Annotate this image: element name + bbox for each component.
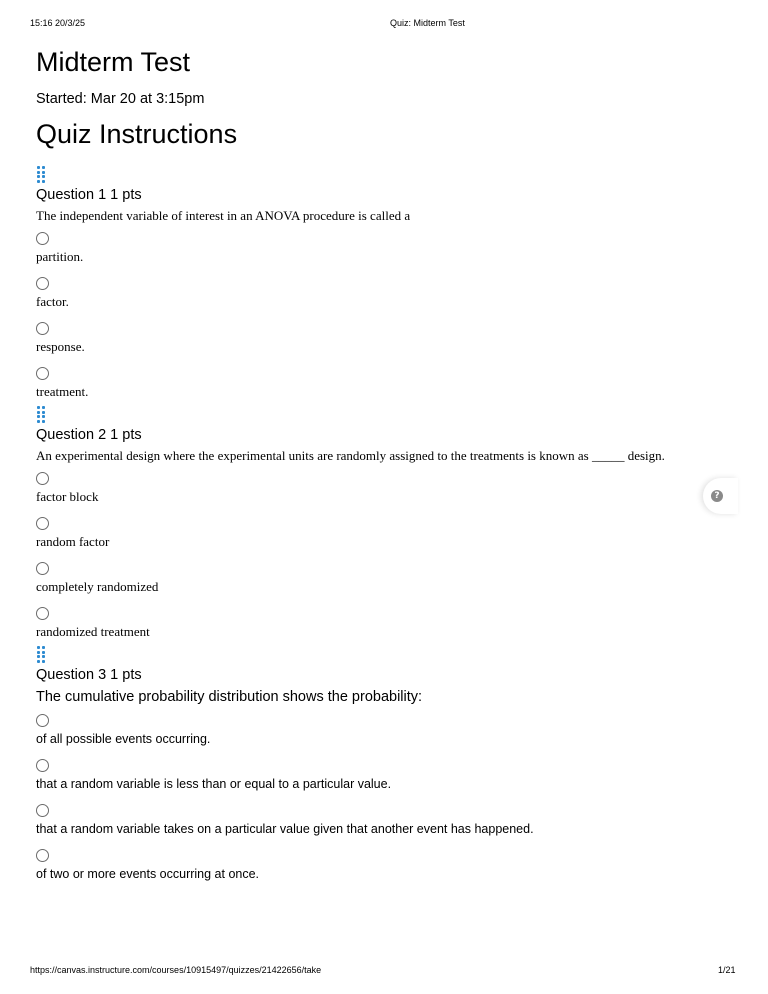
print-datetime: 15:16 20/3/25 bbox=[30, 18, 86, 28]
quiz-title: Midterm Test bbox=[36, 47, 191, 77]
answer-option[interactable] bbox=[36, 472, 736, 505]
question-3 bbox=[36, 646, 736, 882]
help-icon[interactable]: ? bbox=[711, 490, 723, 502]
radio-button[interactable] bbox=[36, 607, 49, 620]
question-header: Question 3 1 pts bbox=[36, 667, 142, 683]
answer-option[interactable] bbox=[36, 804, 736, 837]
question-text: The independent variable of interest in an ANOVA procedure is called a bbox=[36, 208, 411, 223]
radio-button[interactable] bbox=[36, 804, 49, 817]
answer-label[interactable]: that a random variable is less than or equal to a particular value. bbox=[36, 777, 392, 791]
answer-label[interactable]: treatment. bbox=[36, 384, 89, 399]
answer-label[interactable]: randomized treatment bbox=[36, 624, 150, 639]
drag-handle-icon[interactable] bbox=[37, 646, 47, 662]
question-text: An experimental design where the experimental units are randomly assigned to the treatments is known as _____ design. bbox=[36, 448, 665, 463]
radio-button[interactable] bbox=[36, 759, 49, 772]
radio-button[interactable] bbox=[36, 714, 49, 727]
question-1 bbox=[36, 166, 736, 400]
answer-option[interactable] bbox=[36, 849, 736, 882]
answer-label[interactable]: random factor bbox=[36, 534, 110, 549]
radio-button[interactable] bbox=[36, 232, 49, 245]
radio-button[interactable] bbox=[36, 472, 49, 485]
drag-handle-icon[interactable] bbox=[37, 166, 47, 182]
answer-label[interactable]: partition. bbox=[36, 249, 84, 264]
quiz-content bbox=[36, 40, 736, 894]
answer-label[interactable]: of two or more events occurring at once. bbox=[36, 867, 260, 881]
print-page-title: Quiz: Midterm Test bbox=[390, 18, 465, 28]
answer-label[interactable]: factor block bbox=[36, 489, 99, 504]
question-text: The cumulative probability distribution shows the probability: bbox=[36, 689, 423, 705]
radio-button[interactable] bbox=[36, 367, 49, 380]
answer-label[interactable]: that a random variable takes on a particular value given that another event has happened. bbox=[36, 822, 534, 836]
radio-button[interactable] bbox=[36, 849, 49, 862]
answer-option[interactable] bbox=[36, 607, 736, 640]
print-header bbox=[0, 18, 768, 32]
answer-option[interactable] bbox=[36, 277, 736, 310]
drag-handle-icon[interactable] bbox=[37, 406, 47, 422]
answer-option[interactable] bbox=[36, 232, 736, 265]
radio-button[interactable] bbox=[36, 277, 49, 290]
answer-option[interactable] bbox=[36, 517, 736, 550]
quiz-instructions-heading: Quiz Instructions bbox=[36, 119, 238, 149]
quiz-started-time: Started: Mar 20 at 3:15pm bbox=[36, 91, 205, 107]
radio-button[interactable] bbox=[36, 322, 49, 335]
question-2 bbox=[36, 406, 736, 640]
radio-button[interactable] bbox=[36, 562, 49, 575]
print-url: https://canvas.instructure.com/courses/10915497/quizzes/21422656/take bbox=[30, 965, 322, 975]
answer-option[interactable] bbox=[36, 562, 736, 595]
answer-option[interactable] bbox=[36, 714, 736, 747]
radio-button[interactable] bbox=[36, 517, 49, 530]
answer-option[interactable] bbox=[36, 759, 736, 792]
answer-label[interactable]: of all possible events occurring. bbox=[36, 732, 211, 746]
question-header: Question 1 1 pts bbox=[36, 187, 142, 203]
question-header: Question 2 1 pts bbox=[36, 427, 142, 443]
answer-option[interactable] bbox=[36, 367, 736, 400]
help-widget-button[interactable] bbox=[703, 478, 738, 514]
answer-label[interactable]: completely randomized bbox=[36, 579, 159, 594]
answer-label[interactable]: response. bbox=[36, 339, 85, 354]
answer-label[interactable]: factor. bbox=[36, 294, 69, 309]
answer-option[interactable] bbox=[36, 322, 736, 355]
print-page-number: 1/21 bbox=[718, 965, 736, 975]
